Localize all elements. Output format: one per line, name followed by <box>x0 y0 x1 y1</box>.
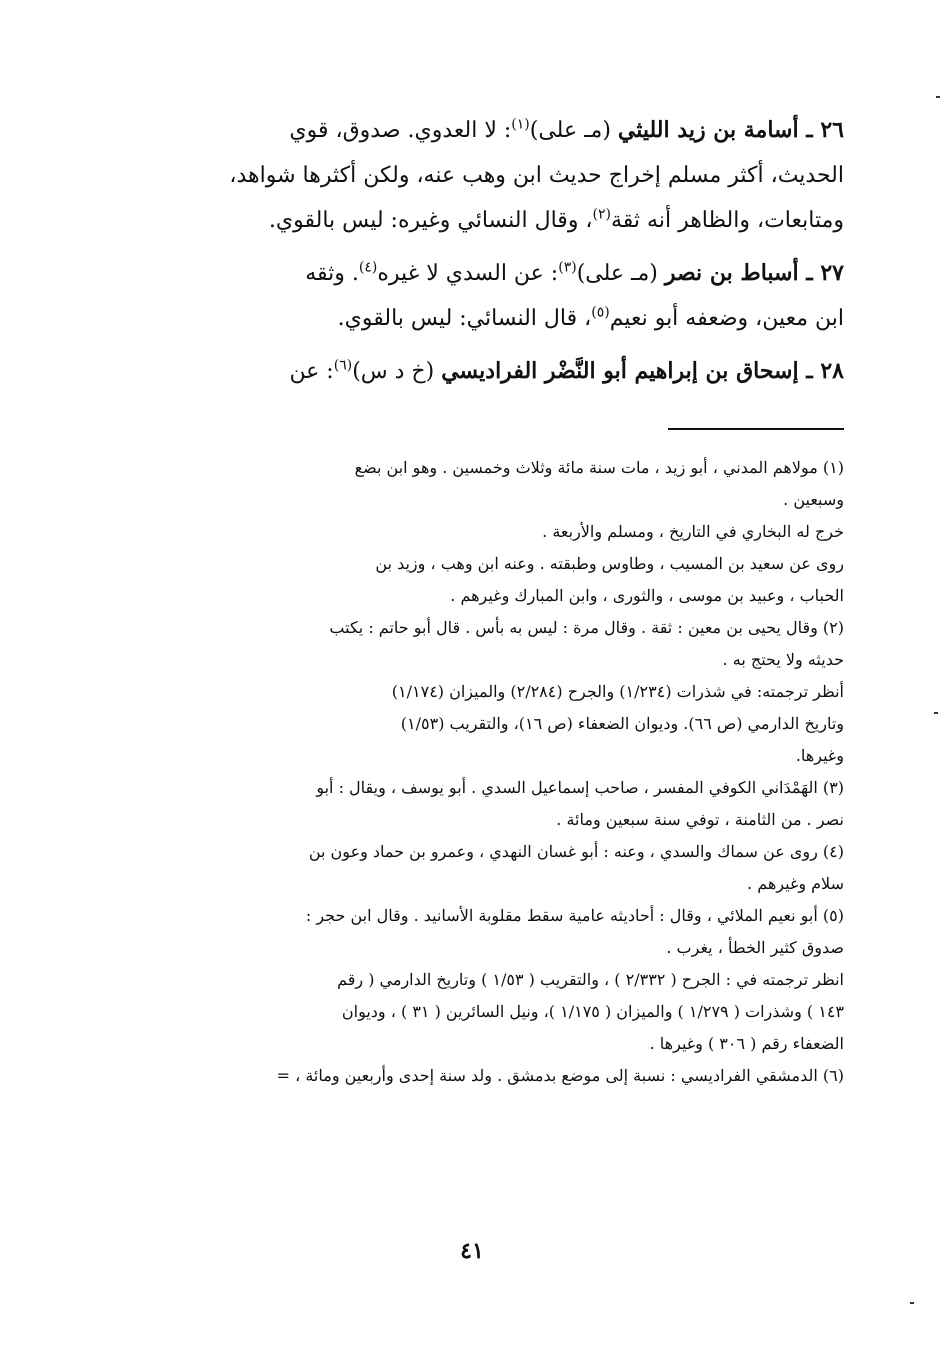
footnote-line: نصر . من الثامنة ، توفي سنة سبعين ومائة . <box>556 810 844 829</box>
footnote-line: (٦) الدمشقي الفراديسي : نسبة إلى موضع بدمشق . ولد سنة إحدى وأربعين ومائة ، = <box>276 1066 844 1085</box>
footnote-line: روى عن سعيد بن المسيب ، وطاوس وطبقته . وعنه ابن وهب ، وزيد بن <box>375 554 844 573</box>
footnote-line: انظر ترجمته في : الجرح ( ٢/٣٣٢ ) ، والتقريب ( ١/٥٣ ) وتاريخ الدارمي ( رقم <box>337 970 844 989</box>
footnote-line: (٢) وقال يحيى بن معين : ثقة . وقال مرة : ليس به بأس . قال أبو حاتم : يكتب <box>329 618 844 637</box>
footnote-line: سلام وغيرهم . <box>747 874 844 893</box>
footnote-line: (٤) روى عن سماك والسدي ، وعنه : أبو غسان النهدي ، وعمرو بن حماد وعون بن <box>308 842 844 861</box>
footnote-line: وتاريخ الدارمي (ص ٦٦). وديوان الضعفاء (ص ١٦)، والتقريب (١/٥٣) <box>400 714 844 733</box>
footnote-line: الضعفاء رقم ( ٣٠٦ ) وغيرها . <box>649 1034 844 1053</box>
footnote-line: (١) مولاهم المدني ، أبو زيد ، مات سنة مائة وثلاث وخمسين . وهو ابن بضع <box>354 458 844 477</box>
entry-line: ومتابعات، والظاهر أنه ثقة$^{(٢)}$، وقال النسائي وغيره: ليس بالقوي. <box>268 206 844 233</box>
footnote-ref: (٢) <box>592 206 611 223</box>
entry-line: ٢٨ ـ إسحاق بن إبراهيم أبو النَّضْر الفراديسي (خ د س)$^{(٦)}$: عن <box>289 357 844 384</box>
scan-mark <box>936 96 940 98</box>
entry-line: الحديث، أكثر مسلم إخراج حديث ابن وهب عنه، ولكن أكثرها شواهد، <box>229 163 844 188</box>
entry-line: ابن معين، وضعفه أبو نعيم$^{(٥)}$، قال النسائي: ليس بالقوي. <box>337 304 844 331</box>
footnote-6 <box>158 1060 844 1092</box>
entry-line: ٢٧ ـ أسباط بن نصر (مـ على)$^{(٣)}$: عن السدي لا غيره$^{(٤)}$. وثقه <box>305 259 844 286</box>
scan-mark <box>934 712 938 714</box>
footnote-ref: (٥) <box>591 304 610 321</box>
scan-mark <box>910 1302 914 1304</box>
footnote-line: الحباب ، وعبيد بن موسى ، والثورى ، وابن المبارك وغيرهم . <box>450 586 844 605</box>
footnote-line: حديثه ولا يحتج به . <box>722 650 844 669</box>
page-number: ٤١ <box>460 1238 484 1264</box>
footnote-ref: (٤) <box>358 259 378 276</box>
footnote-4 <box>158 836 844 900</box>
footnote-line: وسبعين . <box>783 490 844 509</box>
footnote-2 <box>158 612 844 772</box>
entry-heading: ٢٦ ـ أسامة بن زيد الليثي <box>617 117 844 143</box>
footnote-line: (٥) أبو نعيم الملائي ، وقال : أحاديثه عامية سقط مقلوبة الأسانيد . وقال ابن حجر : <box>305 906 844 925</box>
footnote-line: خرج له البخاري في التاريخ ، ومسلم والأربعة . <box>542 522 844 541</box>
footnote-3 <box>158 772 844 836</box>
entry-27 <box>160 251 844 341</box>
footnote-5 <box>158 900 844 1060</box>
footnote-line: وغيرها. <box>795 746 844 765</box>
entry-28 <box>160 349 844 394</box>
footnote-ref: (١) <box>511 116 530 133</box>
entry-line: ٢٦ ـ أسامة بن زيد الليثي (مـ على)$^{(١)}$: لا العدوي. صدوق، قوي <box>289 116 844 143</box>
footnote-line: أنظر ترجمته: في شذرات (١/٢٣٤) والجرح (٢/٢٨٤) والميزان (١/١٧٤) <box>391 682 844 701</box>
entry-heading: ٢٧ ـ أسباط بن نصر <box>664 260 844 286</box>
entry-heading: ٢٨ ـ إسحاق بن إبراهيم أبو النَّضْر الفراديسي <box>441 358 844 384</box>
footnote-line: صدوق كثير الخطأ ، يغرب . <box>666 938 844 957</box>
entry-26 <box>160 108 844 243</box>
footnote-1 <box>158 452 844 612</box>
footnotes <box>158 452 844 1092</box>
footnote-line: ١٤٣ ) وشذرات ( ١/٢٧٩ ) والميزان ( ١/١٧٥ )، ونيل السائرين ( ٣١ ) ، وديوان <box>341 1002 844 1021</box>
footnote-line: (٣) الهَمْدَاني الكوفي المفسر ، صاحب إسماعيل السدي . أبو يوسف ، ويقال : أبو <box>316 778 844 797</box>
footnote-ref: (٣) <box>558 259 577 276</box>
footnote-ref: (٦) <box>333 357 353 374</box>
main-text <box>160 108 844 402</box>
footnote-divider <box>668 428 844 430</box>
